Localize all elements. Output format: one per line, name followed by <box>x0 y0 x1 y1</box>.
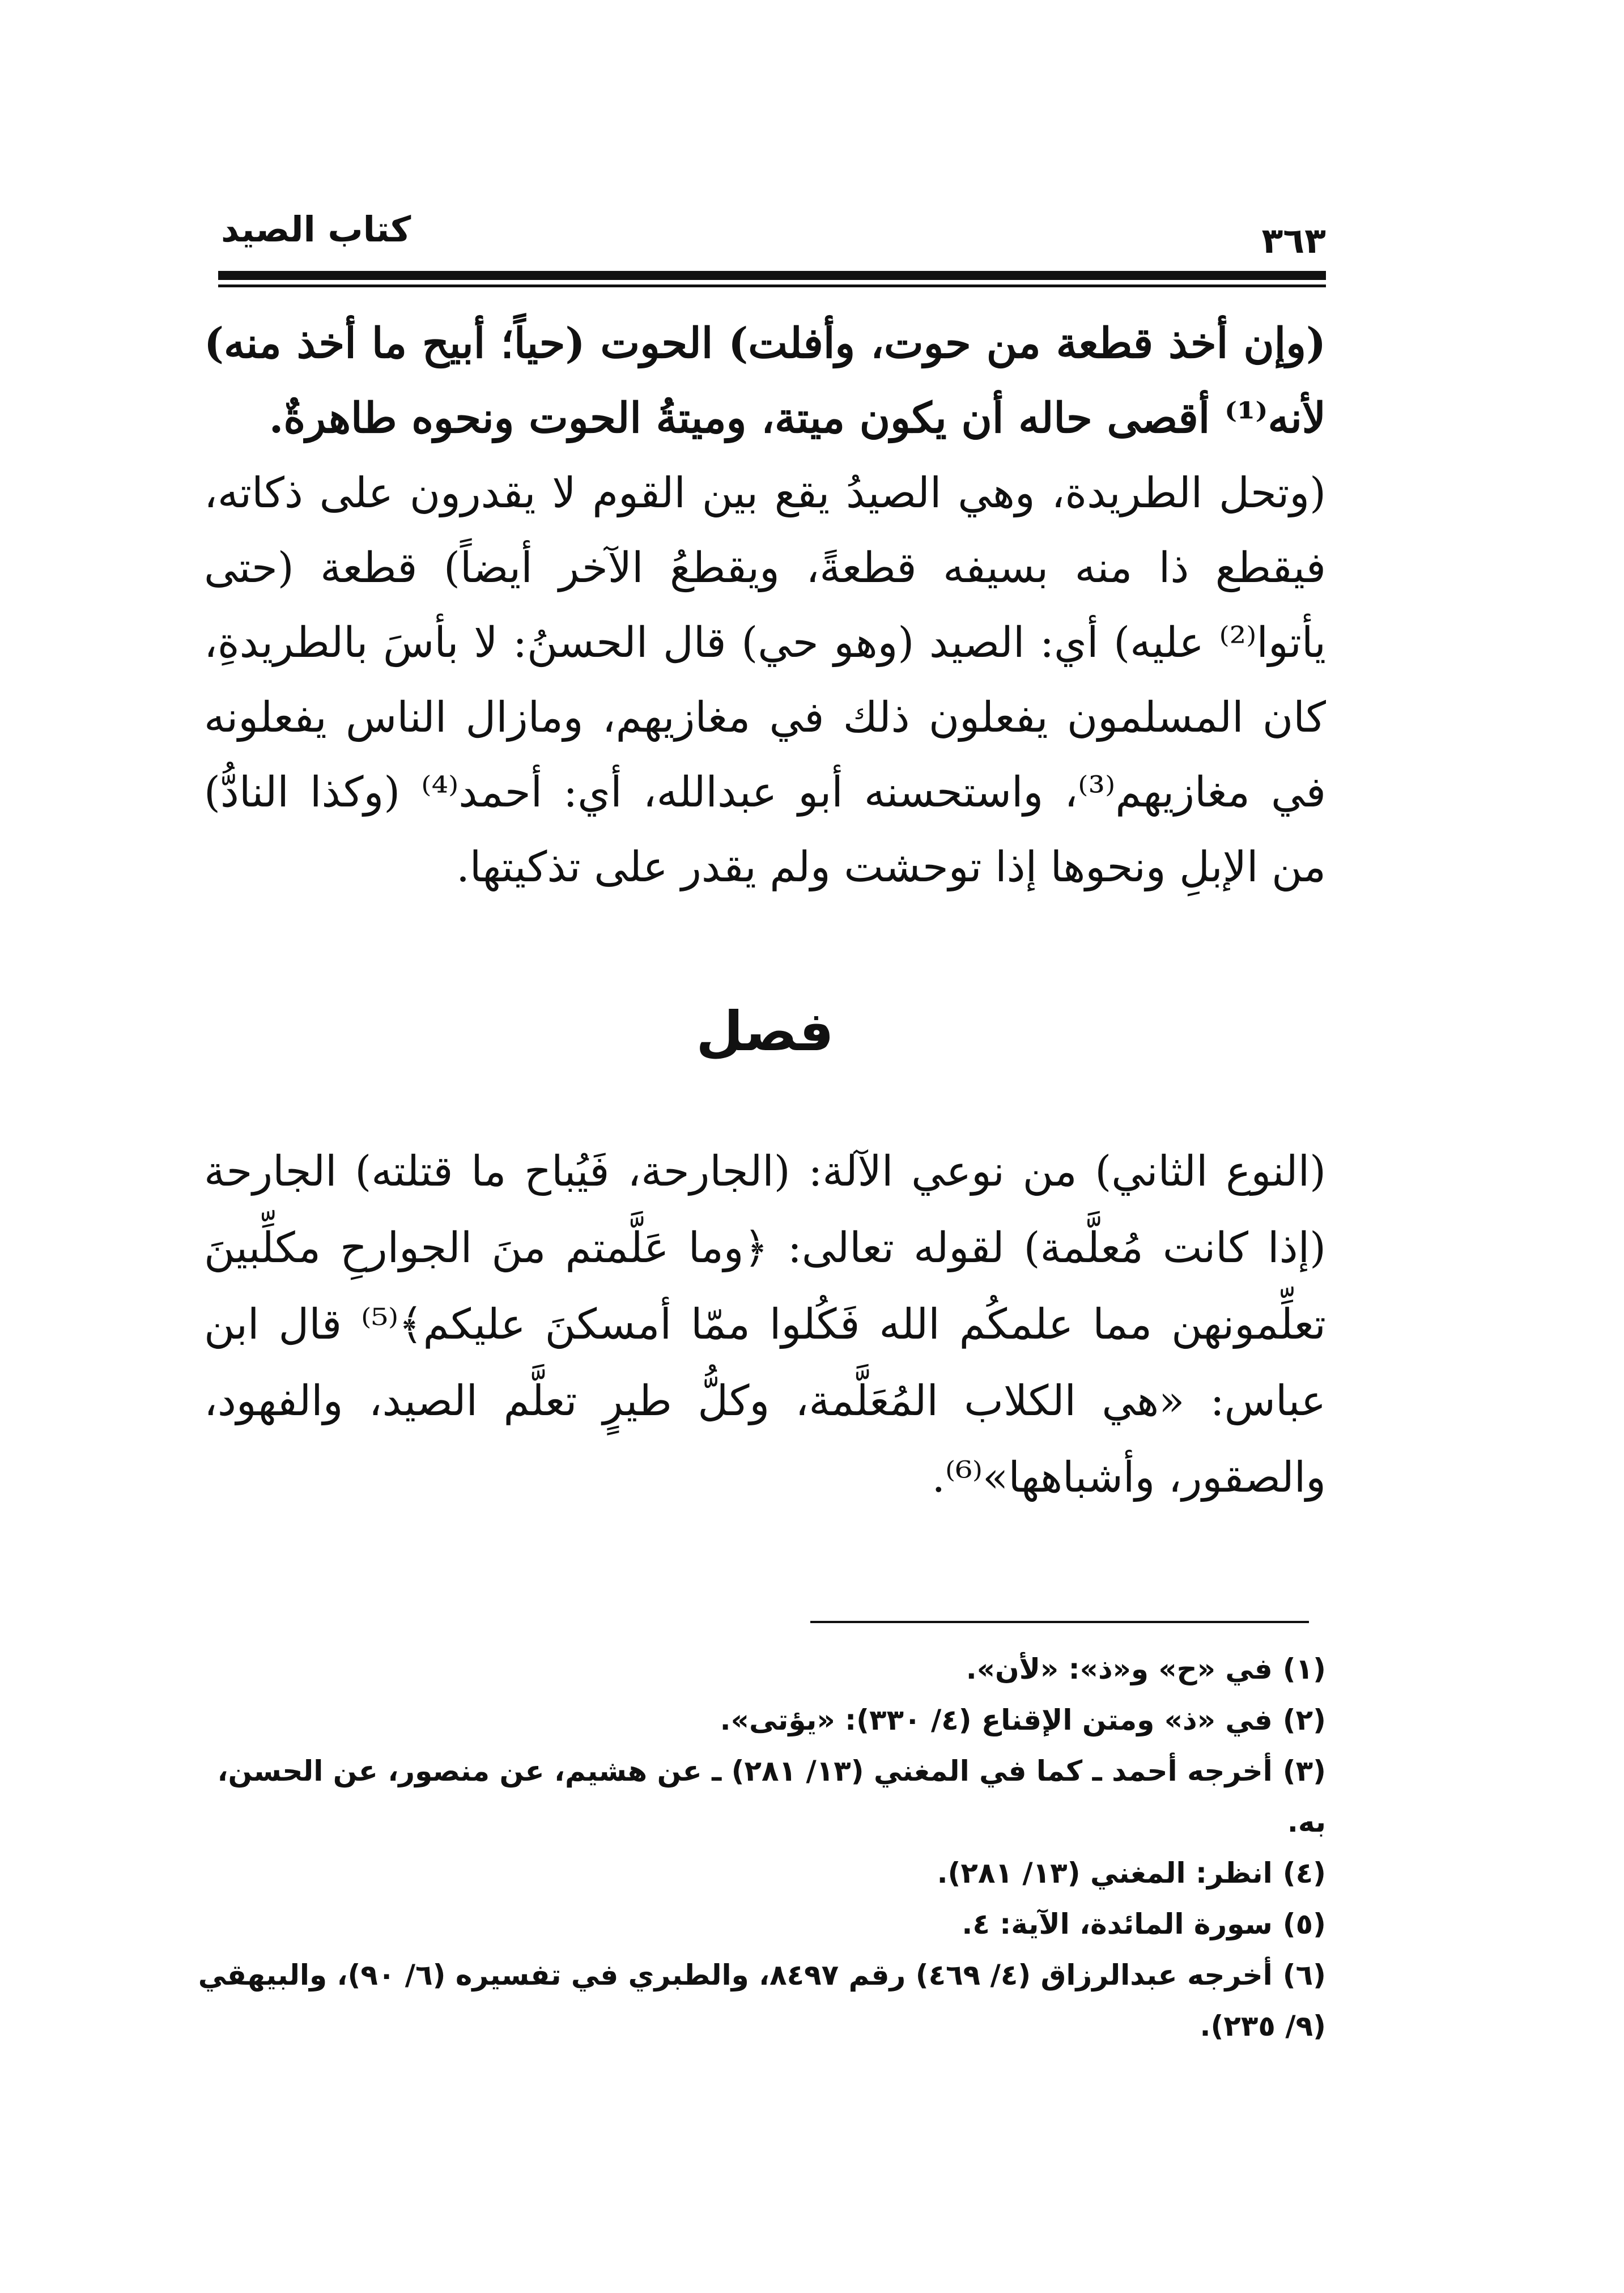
footnotes <box>193 1644 1326 2052</box>
footnote-item <box>193 1695 1326 1746</box>
section-heading: فصل <box>696 1000 834 1063</box>
footnote-number: (٥) <box>1282 1908 1326 1940</box>
footnote-number: (٣) <box>1282 1755 1326 1787</box>
footnote-number: (١) <box>1282 1653 1326 1685</box>
running-title: كتاب الصيد <box>221 209 411 250</box>
footnote-text: سورة المائدة، الآية: ٤. <box>962 1908 1273 1940</box>
footnote-number: (٦) <box>1282 1959 1326 1991</box>
paragraph-fish: (وإن أخذ قطعة من حوت، وأفلت) الحوت (حياً؛ أبيح ما أخذ منه) لأنه⁽¹⁾ أقصى حاله أن يكون ميتة، وميتةُ الحوت ونحوه طاهرةٌ. <box>204 319 1326 443</box>
footnote-separator <box>810 1621 1309 1623</box>
page-header <box>204 204 1326 266</box>
header-rule-thick <box>218 271 1326 280</box>
paragraph-jariha: (النوع الثاني) من نوعي الآلة: (الجارحة، فَيُباح ما قتلته) الجارحة (إذا كانت مُعلَّمة) لقوله تعالى: ﴿وما عَلَّمتم منَ الجوارحِ مكلِّبينَ تعلِّمونهن مما علمكُم الله فَكُلوا ممّا أمسكنَ عليكم﴾⁽⁵⁾ قال ابن عباس: «هي الكلاب المُعَلَّمة، وكلُّ طيرٍ تعلَّم الصيد، والفهود، والصقور، وأشباهها»⁽⁶⁾. <box>204 1147 1327 1502</box>
header-rule-thin <box>218 284 1326 287</box>
footnote-number: (٤) <box>1282 1857 1326 1889</box>
footnote-text: في «ذ» ومتن الإقناع (٤/ ٣٣٠): «يؤتى». <box>720 1704 1273 1736</box>
page-number: ٣٦٣ <box>1261 220 1326 261</box>
footnote-item <box>193 1848 1326 1899</box>
section-text <box>204 1133 1326 1516</box>
paragraph-tarida: (وتحل الطريدة، وهي الصيدُ يقع بين القوم لا يقدرون على ذكاته، فيقطع ذا منه بسيفه قطعةً، ويقطعُ الآخر أيضاً) قطعة (حتى يأتوا⁽²⁾ عليه) أي: الصيد (وهو حي) قال الحسنُ: لا بأسَ بالطريدةِ، كان المسلمون يفعلون ذلك في مغازيهم، ومازال الناس يفعلونه في مغازيهم⁽³⁾، واستحسنه أبو عبدالله، أي: أحمد⁽⁴⁾ (وكذا النادُّ) من الإبلِ ونحوها إذا توحشت ولم يقدر على تذكيتها. <box>204 469 1327 891</box>
footnote-item <box>193 1950 1326 2052</box>
main-text <box>204 306 1326 905</box>
footnote-text: انظر: المغني (١٣/ ٢٨١). <box>937 1857 1273 1889</box>
footnote-number: (٢) <box>1282 1704 1326 1736</box>
footnote-text: أخرجه عبدالرزاق (٤/ ٤٦٩) رقم ٨٤٩٧، والطبري في تفسيره (٦/ ٩٠)، والبيهقي (٩/ ٢٣٥). <box>198 1959 1326 2043</box>
footnote-item <box>193 1644 1326 1695</box>
footnote-item <box>193 1746 1326 1848</box>
footnote-item <box>193 1899 1326 1950</box>
footnote-text: أخرجه أحمد ـ كما في المغني (١٣/ ٢٨١) ـ عن هشيم، عن منصور، عن الحسن، به. <box>217 1755 1326 1838</box>
footnote-text: في «ح» و«ذ»: «لأن». <box>966 1653 1273 1685</box>
